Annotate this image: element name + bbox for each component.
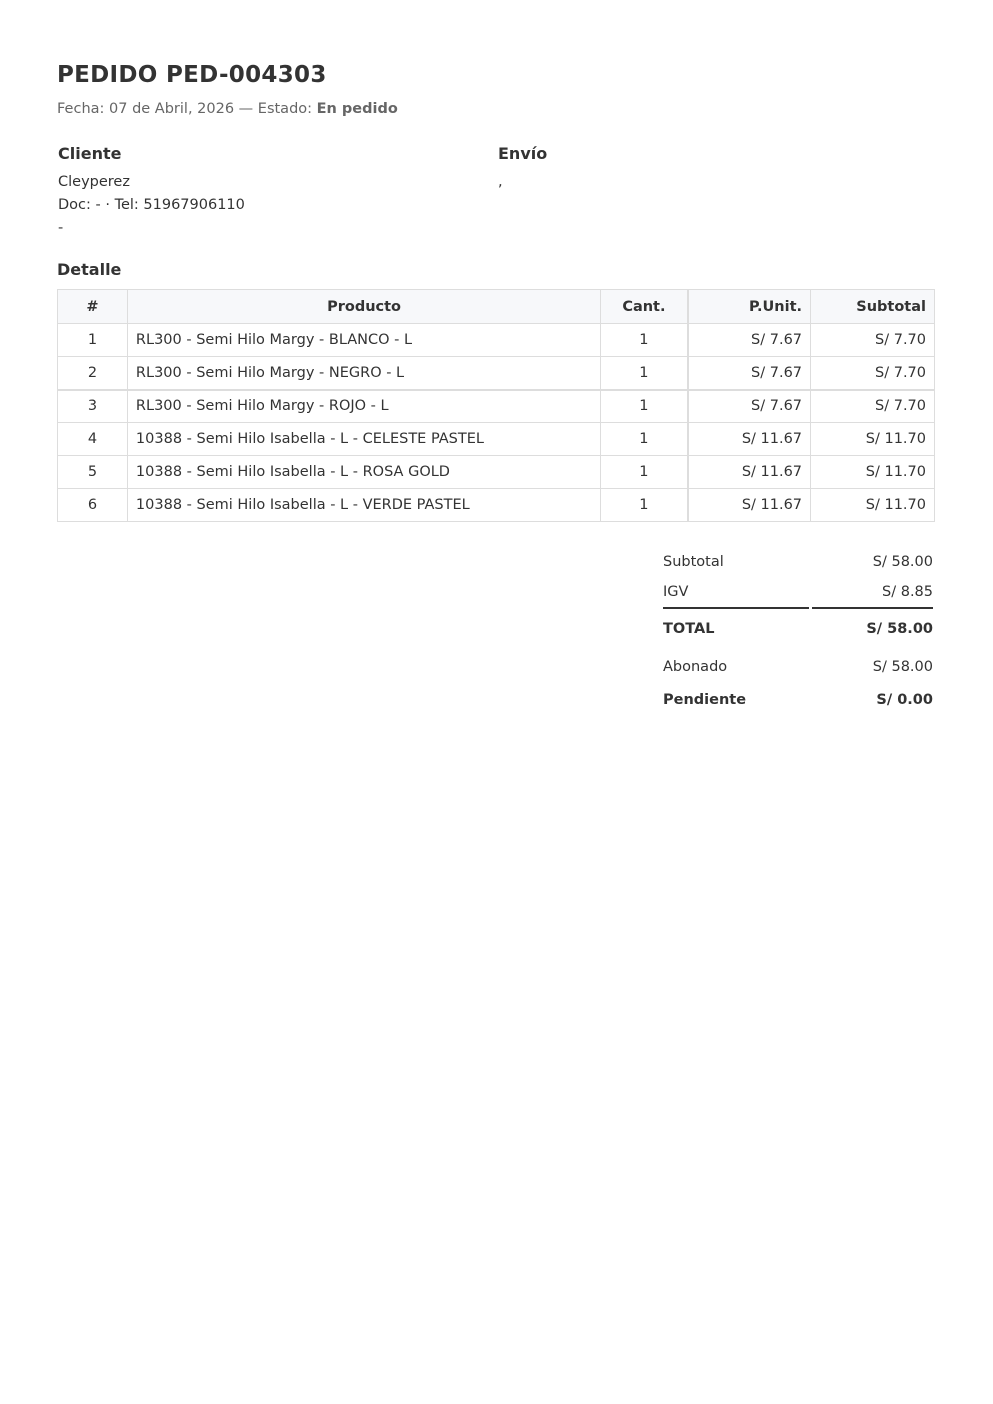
paid-value: S/ 58.00	[872, 659, 933, 675]
date-label: Fecha: 07 de Abril, 2026 — Estado:	[57, 101, 317, 117]
status-value: En pedido	[316, 101, 398, 117]
igv-label: IGV	[663, 584, 689, 600]
table-row	[58, 357, 935, 390]
row-product: RL300 - Semi Hilo Margy - ROJO - L	[127, 390, 600, 423]
pending-label: Pendiente	[663, 692, 747, 708]
table-header-row	[58, 290, 935, 324]
table-row	[58, 390, 935, 423]
client-heading: Cliente	[58, 144, 122, 163]
client-name: Cleyperez	[58, 174, 130, 190]
row-number: 5	[58, 456, 128, 489]
row-unit-price: S/ 7.67	[688, 357, 811, 390]
client-doc-line: Doc: - · Tel: 51967906110	[58, 197, 245, 213]
subtotal-value: S/ 58.00	[872, 554, 933, 570]
row-subtotal: S/ 11.70	[811, 456, 935, 489]
total-divider-left	[663, 607, 809, 609]
column-header-quantity: Cant.	[601, 290, 688, 324]
row-product: 10388 - Semi Hilo Isabella - L - VERDE PASTEL	[127, 489, 600, 522]
shipping-address: ,	[498, 174, 503, 190]
pending-value: S/ 0.00	[876, 692, 933, 708]
page-title: PEDIDO PED-004303	[57, 62, 327, 88]
row-number: 2	[58, 357, 128, 390]
row-number: 4	[58, 423, 128, 456]
row-product: 10388 - Semi Hilo Isabella - L - ROSA GOLD	[127, 456, 600, 489]
total-label: TOTAL	[663, 621, 715, 637]
column-header-product: Producto	[127, 290, 600, 324]
total-value: S/ 58.00	[866, 621, 933, 637]
shipping-heading: Envío	[498, 144, 548, 163]
column-header-subtotal: Subtotal	[811, 290, 935, 324]
row-unit-price: S/ 11.67	[688, 456, 811, 489]
row-unit-price: S/ 11.67	[688, 423, 811, 456]
row-product: RL300 - Semi Hilo Margy - NEGRO - L	[127, 357, 600, 390]
row-subtotal: S/ 7.70	[811, 324, 935, 357]
row-unit-price: S/ 11.67	[688, 489, 811, 522]
row-subtotal: S/ 11.70	[811, 489, 935, 522]
row-quantity: 1	[601, 357, 688, 390]
column-header-number: #	[58, 290, 128, 324]
row-subtotal: S/ 7.70	[811, 390, 935, 423]
row-unit-price: S/ 7.67	[688, 390, 811, 423]
column-header-unit-price: P.Unit.	[688, 290, 811, 324]
row-quantity: 1	[601, 489, 688, 522]
row-number: 6	[58, 489, 128, 522]
row-unit-price: S/ 7.67	[688, 324, 811, 357]
row-quantity: 1	[601, 456, 688, 489]
detail-heading: Detalle	[57, 260, 122, 279]
row-quantity: 1	[601, 390, 688, 423]
table-row	[58, 489, 935, 522]
row-number: 3	[58, 390, 128, 423]
row-product: RL300 - Semi Hilo Margy - BLANCO - L	[127, 324, 600, 357]
row-number: 1	[58, 324, 128, 357]
order-meta	[57, 101, 398, 117]
row-quantity: 1	[601, 423, 688, 456]
table-row	[58, 456, 935, 489]
row-product: 10388 - Semi Hilo Isabella - L - CELESTE PASTEL	[127, 423, 600, 456]
paid-label: Abonado	[663, 659, 728, 675]
total-divider-right	[812, 607, 933, 609]
table-row	[58, 423, 935, 456]
table-row	[58, 324, 935, 357]
client-extra: -	[58, 220, 64, 236]
row-subtotal: S/ 7.70	[811, 357, 935, 390]
igv-value: S/ 8.85	[882, 584, 933, 600]
items-table	[57, 289, 935, 522]
row-quantity: 1	[601, 324, 688, 357]
subtotal-label: Subtotal	[663, 554, 724, 570]
row-subtotal: S/ 11.70	[811, 423, 935, 456]
